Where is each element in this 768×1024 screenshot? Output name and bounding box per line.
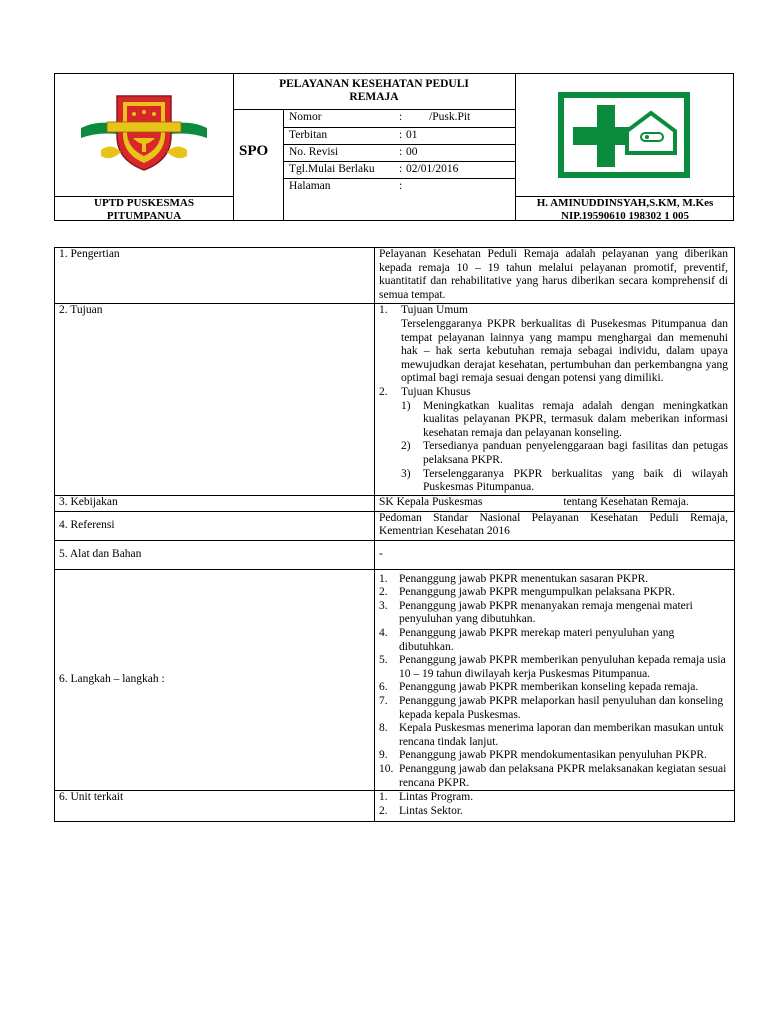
list-item: 2. Penanggung jawab PKPR mengumpulkan pelaksana PKPR. <box>379 586 675 599</box>
label-referensi: 4. Referensi <box>55 511 375 540</box>
puskesmas-logo-icon <box>557 91 691 179</box>
row-kebijakan <box>55 495 735 511</box>
list-item: 2. Tujuan Khusus <box>379 385 471 398</box>
puskesmas-caption: UPTD PUSKESMAS PITUMPANUA <box>94 197 194 222</box>
list-item: 5. Penanggung jawab PKPR memberikan penyuluhan kepada remaja usia 10 – 19 tahun diwilayah kerja Puskesmas Pitumpanua. <box>379 654 726 680</box>
row-tujuan <box>55 304 735 495</box>
list-item: 1. Lintas Program. <box>379 791 474 804</box>
header-divider <box>283 161 515 162</box>
meta-row-terbitan: Terbitan : 01 <box>289 129 418 141</box>
header-divider <box>283 109 284 220</box>
value-langkah <box>375 569 735 791</box>
value-kebijakan: SK Kepala Puskesmas tentang Kesehatan Remaja. <box>375 495 735 511</box>
meta-row-tgl: Tgl.Mulai Berlaku : 02/01/2016 <box>289 163 459 175</box>
title-line-2: REMAJA <box>349 91 399 103</box>
value-referensi: Pedoman Standar Nasional Pelayanan Kesehatan Peduli Remaja, Kementrian Kesehatan 2016 <box>375 511 735 540</box>
document-header <box>54 73 734 221</box>
list-item: 8. Kepala Puskesmas menerima laporan dan memberikan masukan untuk rencana tindak lanjut. <box>379 722 724 748</box>
value-unit <box>375 791 735 822</box>
signatory-caption: H. AMINUDDINSYAH,S.KM, M.Kes NIP.19590610 198302 1 005 <box>536 197 714 222</box>
list-item: 1. Penanggung jawab PKPR menentukan sasaran PKPR. <box>379 572 649 585</box>
list-item: 2) Tersedianya panduan penyelenggaraan bagi fasilitas dan petugas pelaksana PKPR. <box>401 440 728 466</box>
label-tujuan: 2. Tujuan <box>55 304 375 495</box>
label-langkah: 6. Langkah – langkah : <box>55 569 375 791</box>
list-item: 7. Penanggung jawab PKPR melaporkan hasil penyuluhan dan konseling kepada kepala Puskesmas. <box>379 695 724 721</box>
meta-row-halaman: Halaman : <box>289 180 403 192</box>
regional-emblem-icon <box>77 90 211 174</box>
list-item: 1) Meningkatkan kualitas remaja adalah dengan meningkatkan kualitas pelayanan PKPR, termasuk dalam meberikan informasi kesehatan remaja dan pelayanan konseling. <box>401 399 728 439</box>
label-alat: 5. Alat dan Bahan <box>55 540 375 569</box>
tujuan-umum-text: Terselenggaranya PKPR berkualitas di Pusekesmas Pitumpanua dan tempat pelayanan lainnya yang mampu menghargai dan memenuhi hak – hak serta kebutuhan remaja sebagai individu, dalam upaya mewujudkan derajat kesehatan, pertumbuhan dan perkembangna yang optimal bagi remaja sesuai dengan potensi yang dimiliki. <box>401 317 728 385</box>
label-unit: 6. Unit terkait <box>55 791 375 822</box>
title-line-1: PELAYANAN KESEHATAN PEDULI <box>279 78 469 90</box>
meta-row-nomor: Nomor : /Pusk.Pit <box>289 111 471 123</box>
label-kebijakan: 3. Kebijakan <box>55 495 375 511</box>
row-langkah <box>55 569 735 791</box>
spo-label: SPO <box>239 143 269 159</box>
list-item: 3) Terselenggaranya PKPR berkualitas yang baik di wilayah Puskesmas Pitumpanua. <box>401 467 728 494</box>
header-divider <box>283 178 515 179</box>
list-item: 2. Lintas Sektor. <box>379 804 463 817</box>
row-referensi <box>55 511 735 540</box>
list-item: 6. Penanggung jawab PKPR memberikan konseling kepada remaja. <box>379 681 699 694</box>
header-divider <box>283 127 515 128</box>
list-item: 9. Penanggung jawab PKPR mendokumentasikan penyuluhan PKPR. <box>379 749 707 762</box>
label-pengertian: 1. Pengertian <box>55 248 375 304</box>
value-pengertian: Pelayanan Kesehatan Peduli Remaja adalah pelayanan yang diberikan kepada remaja 10 – 19 tahun melalui pelayanan promotif, preventif, kuantitatif dan rehabilitative yang harus diberikan secara komprehensif di semua tempat. <box>375 248 735 304</box>
meta-row-revisi: No. Revisi : 00 <box>289 146 418 158</box>
row-alat <box>55 540 735 569</box>
document-title <box>233 78 515 104</box>
list-item: 4. Penanggung jawab PKPR merekap materi penyuluhan yang dibutuhkan. <box>379 627 675 653</box>
list-item: 10. Penanggung jawab dan pelaksana PKPR melaksanakan kegiatan sesuai rencana PKPR. <box>379 763 727 789</box>
list-item: 3. Penanggung jawab PKPR menanyakan remaja mengenai materi penyuluhan yang dibutuhkan. <box>379 599 693 626</box>
row-unit <box>55 791 735 822</box>
header-divider <box>283 144 515 145</box>
value-alat: - <box>375 540 735 569</box>
value-tujuan <box>375 304 735 495</box>
spo-content-table <box>54 247 735 822</box>
list-item: 1. Tujuan Umum <box>379 304 468 317</box>
row-pengertian <box>55 248 735 304</box>
header-divider <box>233 109 515 110</box>
